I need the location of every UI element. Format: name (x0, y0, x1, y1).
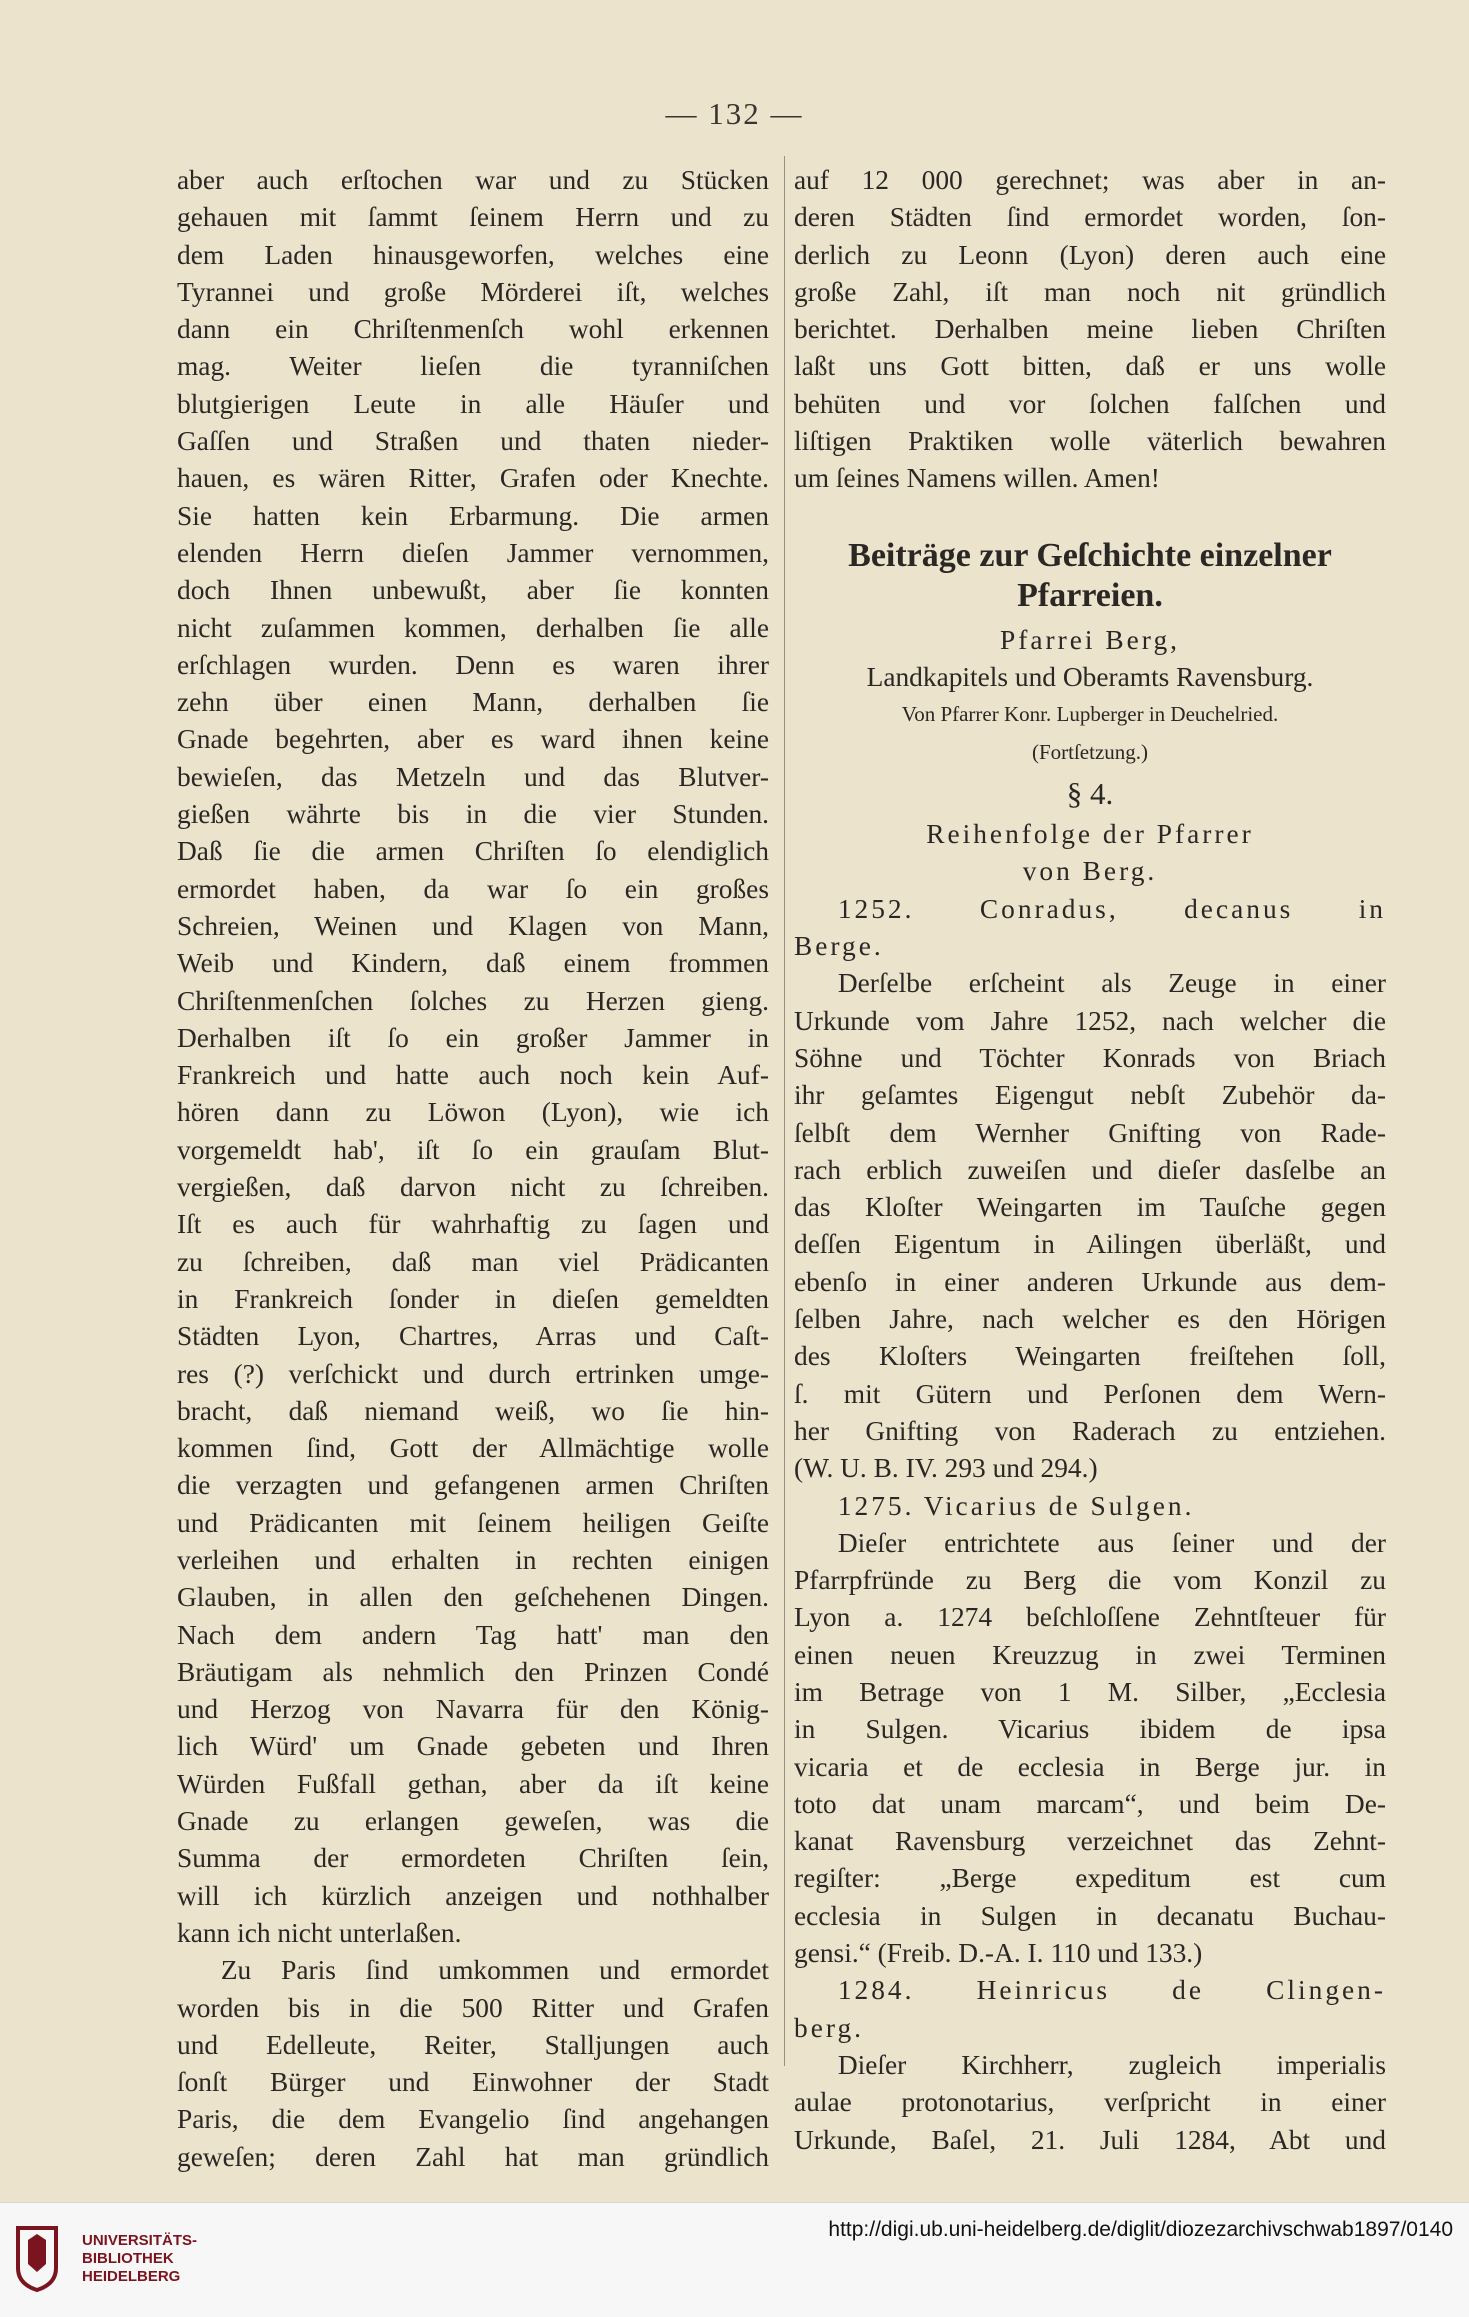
article-heading: Beiträge zur Geſchichte einzelner (848, 536, 1332, 574)
text-line: das Kloſter Weingarten im Tauſche gegen (794, 1192, 1386, 1223)
text-line: in Frankreich ſonder in dieſen gemeldten (177, 1283, 769, 1314)
right-column-intro (794, 162, 1386, 498)
text-line: Summa der ermordeten Chriſten ſein, (177, 1843, 769, 1874)
text-line: 1284. Heinricus de Clingen- (837, 1975, 1386, 2006)
text-line: ebenſo in einer anderen Urkunde aus dem- (794, 1266, 1386, 1297)
text-line: Lyon a. 1274 beſchloſſene Zehntſteuer für (794, 1602, 1386, 1633)
text-line: deren Städten ſind ermordet worden, ſon- (794, 202, 1386, 233)
text-line: ſonſt Bürger und Einwohner der Stadt (177, 2067, 769, 2098)
text-line: auf 12 000 gerechnet; was aber in an- (794, 165, 1386, 195)
text-line: Gnade zu erlangen geweſen, was die (177, 1806, 769, 1837)
text-line: und Edelleute, Reiter, Stalljungen auch (177, 2029, 769, 2060)
text-line: elenden Herrn dieſen Jammer vernommen, (177, 537, 769, 568)
text-line: kommen ſind, Gott der Allmächtige wolle (177, 1433, 769, 1464)
text-line: Derhalben iſt ſo ein großer Jammer in (177, 1022, 769, 1053)
text-line: Schreien, Weinen und Klagen von Mann, (177, 910, 769, 941)
text-line: aulae protonotarius, verſpricht in einer (794, 2087, 1386, 2118)
text-line: um ſeines Namens willen. Amen! (794, 463, 1160, 494)
text-line: berg. (794, 2012, 865, 2043)
text-line: ſelbſt dem Wernher Gnifting von Rade- (794, 1117, 1386, 1148)
text-line: aber auch erſtochen war und zu Stücken (177, 165, 769, 195)
text-line: bracht, daß niemand weiß, wo ſie hin- (177, 1395, 769, 1426)
text-line: Gaſſen und Straßen und thaten nieder- (177, 426, 769, 457)
text-line: Chriſtenmenſchen ſolches zu Herzen gieng. (177, 985, 769, 1016)
text-line: lich Würd' um Gnade gebeten und Ihren (177, 1731, 769, 1762)
text-line: ihr geſamtes Eigengut nebſt Zubehör da- (794, 1080, 1386, 1111)
text-line: gießen währte bis in die vier Stunden. (177, 799, 769, 830)
text-line: Söhne und Töchter Konrads von Briach (794, 1042, 1386, 1073)
section-number: § 4. (1066, 775, 1114, 811)
right-column-body (794, 891, 1386, 2159)
text-line: dem Laden hinausgeworfen, welches eine (177, 239, 769, 270)
text-line: Dieſer entrichtete aus ſeiner und der (837, 1527, 1386, 1558)
parish-title: Pfarrei Berg, (1000, 624, 1180, 655)
text-line: liſtigen Praktiken wolle väterlich bewahren (794, 426, 1386, 457)
text-line: Würden Fußfall gethan, aber da iſt keine (177, 1768, 769, 1799)
text-line: Städten Lyon, Chartres, Arras und Caſt- (177, 1321, 769, 1352)
text-line: her Gnifting von Raderach zu entziehen. (794, 1415, 1386, 1446)
source-url[interactable]: http://digi.ub.uni-heidelberg.de/diglit/diozezarchivschwab1897/0140 (828, 2218, 1453, 2241)
text-line: hauen, es wären Ritter, Grafen oder Knechte. (177, 463, 769, 494)
text-line: gensi.“ (Freib. D.-A. I. 110 und 133.) (794, 1938, 1203, 1969)
left-column (177, 162, 769, 2176)
text-line: hören dann zu Löwon (Lyon), wie ich (177, 1097, 769, 1128)
text-line: vorgemeldt hab', iſt ſo ein grauſam Blut- (177, 1134, 769, 1165)
text-line: Daß ſie die armen Chriſten ſo elendiglich (177, 836, 769, 867)
text-line: und Herzog von Navarra für den König- (177, 1694, 769, 1725)
text-line: doch Ihnen unbewußt, aber ſie konnten (177, 575, 769, 606)
text-line: Iſt es auch für wahrhaftig zu ſagen und (177, 1209, 769, 1240)
text-line: bewieſen, das Metzeln und das Blutver- (177, 761, 769, 792)
text-line: dann ein Chriſtenmenſch wohl erkennen (177, 314, 769, 345)
text-line: blutgierigen Leute in alle Häuſer und (177, 388, 769, 419)
text-line: des Kloſters Weingarten freiſtehen ſoll, (794, 1341, 1386, 1372)
text-line: kanat Ravensburg verzeichnet das Zehnt- (794, 1826, 1386, 1857)
page-number: — 132 — (665, 96, 804, 131)
section-title: Reihenfolge der Pfarrer (926, 819, 1254, 850)
text-line: Glauben, in allen den geſchehenen Dingen. (177, 1582, 769, 1613)
text-line: kann ich nicht unterlaßen. (177, 1917, 462, 1948)
text-line: Urkunde, Baſel, 21. Juli 1284, Abt und (794, 2124, 1386, 2155)
text-line: die verzagten und gefangenen armen Chriſten (177, 1470, 769, 1501)
text-line: Sie hatten kein Erbarmung. Die armen (177, 500, 769, 531)
district-line: Landkapitels und Oberamts Ravensburg. (866, 661, 1314, 692)
text-line: rach erblich zuweiſen und dieſer dasſelbe an (794, 1154, 1386, 1185)
text-line: regiſter: „Berge expeditum est cum (794, 1863, 1386, 1894)
text-line: ſelben Jahre, nach welcher es den Hörigen (794, 1304, 1386, 1335)
text-line: 1275. Vicarius de Sulgen. (837, 1490, 1195, 1521)
text-line: (W. U. B. IV. 293 und 294.) (794, 1453, 1098, 1484)
right-column (794, 162, 1386, 2159)
text-line: geweſen; deren Zahl hat man gründlich (177, 2141, 769, 2172)
library-name: UNIVERSITÄTS- BIBLIOTHEK HEIDELBERG (82, 2232, 198, 2285)
text-line: worden bis in die 500 Ritter und Grafen (177, 1992, 769, 2023)
text-line: will ich kürzlich anzeigen und nothhalber (177, 1880, 769, 1911)
text-line: und Prädicanten mit ſeinem heiligen Geiſte (177, 1507, 769, 1538)
author-line: Von Pfarrer Konr. Lupberger in Deuchelried. (901, 702, 1279, 727)
text-line: laßt uns Gott bitten, daß er uns wolle (794, 351, 1386, 382)
text-line: ecclesia in Sulgen in decanatu Buchau- (794, 1900, 1386, 1931)
text-line: zu ſchreiben, daß man viel Prädicanten (177, 1246, 769, 1277)
text-line: gehauen mit ſammt ſeinem Herrn und zu (177, 202, 769, 233)
text-line: toto dat unam marcam“, und beim De- (794, 1788, 1386, 1819)
text-line: Bräutigam als nehmlich den Prinzen Condé (177, 1656, 769, 1687)
article-heading-line-2: Pfarreien. (1017, 576, 1163, 614)
text-line: behüten und vor ſolchen falſchen und (794, 388, 1386, 419)
text-line: 1252. Conradus, decanus in (837, 893, 1386, 924)
text-line: Urkunde vom Jahre 1252, nach welcher die (794, 1005, 1386, 1036)
text-line: Gnade begehrten, aber es ward ihnen keine (177, 724, 769, 755)
text-line: Weib und Kindern, daß einem frommen (177, 948, 769, 979)
continuation-note: (Fortſetzung.) (1031, 739, 1149, 764)
text-line: Paris, die dem Evangelio ſind angehangen (177, 2104, 769, 2135)
text-line: in Sulgen. Vicarius ibidem de ipsa (794, 1714, 1386, 1745)
text-line: nicht zuſammen kommen, derhalben ſie alle (177, 612, 769, 643)
text-line: verleihen und erhalten in rechten einigen (177, 1544, 769, 1575)
text-line: berichtet. Derhalben meine lieben Chriſten (794, 314, 1386, 345)
text-line: Nach dem andern Tag hatt' man den (177, 1619, 769, 1650)
column-divider (784, 156, 785, 2066)
text-line: Tyrannei und große Mörderei iſt, welches (177, 276, 769, 307)
text-line: ſ. mit Gütern und Perſonen dem Wern- (794, 1378, 1386, 1409)
text-line: vicaria et de ecclesia in Berge jur. in (794, 1751, 1386, 1782)
text-line: Dieſer Kirchherr, zugleich imperialis (837, 2049, 1386, 2080)
text-line: Pfarrpfründe zu Berg die vom Konzil zu (794, 1565, 1386, 1596)
text-line: Zu Paris ſind umkommen und ermordet (220, 1955, 769, 1986)
text-line: Berge. (794, 931, 884, 962)
text-line: res (?) verſchickt und durch ertrinken umge- (177, 1358, 769, 1389)
university-seal-icon (14, 2224, 60, 2294)
text-line: ermordet haben, da war ſo ein großes (177, 873, 769, 904)
text-line: im Betrage von 1 M. Silber, „Ecclesia (794, 1676, 1386, 1707)
text-line: einen neuen Kreuzzug in zwei Terminen (794, 1639, 1386, 1670)
text-line: Derſelbe erſcheint als Zeuge in einer (837, 968, 1386, 999)
text-line: mag. Weiter lieſen die tyranniſchen (177, 351, 769, 382)
text-line: erſchlagen wurden. Denn es waren ihrer (177, 649, 769, 680)
text-line: vergießen, daß darvon nicht zu ſchreiben. (177, 1172, 769, 1203)
text-line: zehn über einen Mann, derhalben ſie (177, 687, 769, 718)
text-line: große Zahl, iſt man noch nit gründlich (794, 276, 1386, 307)
text-line: derlich zu Leonn (Lyon) deren auch eine (794, 239, 1386, 270)
section-title-line-2: von Berg. (1022, 856, 1158, 887)
text-line: deſſen Eigentum in Ailingen überläßt, und (794, 1229, 1386, 1260)
text-line: Frankreich und hatte auch noch kein Auf- (177, 1060, 769, 1091)
